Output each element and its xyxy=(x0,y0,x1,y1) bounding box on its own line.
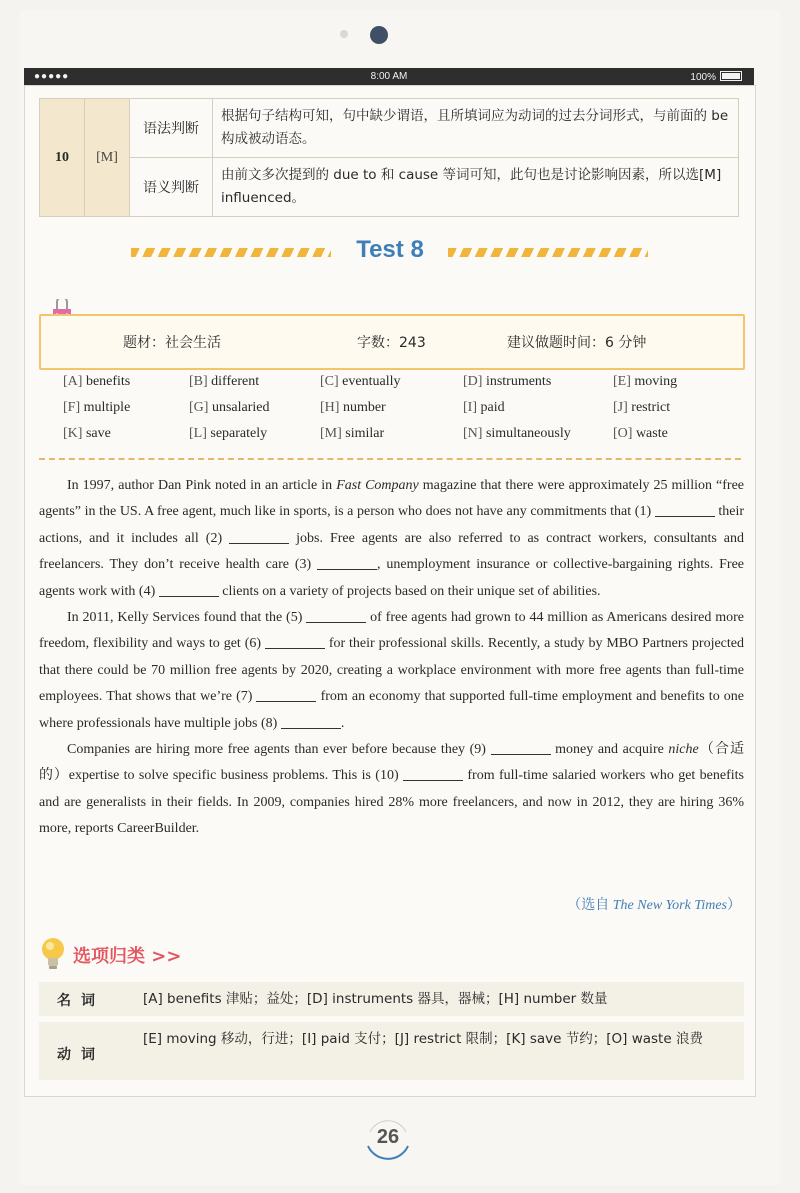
question-number: 10 xyxy=(40,99,85,217)
option-item[interactable]: [G] unsalaried xyxy=(189,400,270,415)
analysis-explanation: 根据句子结构可知，句中缺少谓语，且所填词应为动词的过去分词形式，与前面的 be 构成被动语态。 xyxy=(213,99,739,158)
paragraph: In 1997, author Dan Pink noted in an article in Fast Company magazine that there were approximately 25 million “free agents” in the US. A free agent, much like in sports, is a person who does not have any commitments that (1) their actions, and it includes all (2) jobs. Free agents are also referred to as contract workers, consultants and freelancers. They don’t receive health care (3) , unemployment insurance or collective-bargaining rights. Free agents work with (4) clients on a variety of projects based on their unique set of abilities. xyxy=(39,478,745,599)
source-citation: （选自 The New York Times） xyxy=(567,898,741,913)
suggested-time: 建议做题时间：6 分钟 xyxy=(507,335,647,351)
page-number-badge xyxy=(360,1110,416,1166)
option-item[interactable]: [M] similar xyxy=(320,426,385,441)
blank-3[interactable] xyxy=(317,555,377,570)
classification-label: 名词 xyxy=(57,993,105,1009)
answer-key: [M] xyxy=(85,99,130,217)
option-item[interactable]: [K] save xyxy=(63,426,111,441)
analysis-category: 语法判断 xyxy=(130,99,213,158)
battery-percent: 100% xyxy=(690,72,716,83)
blank-10[interactable] xyxy=(403,766,463,781)
option-item[interactable]: [H] number xyxy=(320,400,386,415)
blank-8[interactable] xyxy=(281,714,341,729)
battery-indicator xyxy=(690,71,742,83)
option-item[interactable]: [E] moving xyxy=(613,374,678,389)
analysis-category: 语义判断 xyxy=(130,158,213,217)
battery-icon xyxy=(720,71,742,81)
divider xyxy=(39,458,741,460)
classification-text: [E] moving 移动，行进；[I] paid 支付；[J] restrict 限制；[K] save 节约；[O] waste 浪费 xyxy=(143,1031,703,1047)
paragraph: In 2011, Kelly Services found that the (5) of free agents had grown to 44 million as Americans desired more freedom, flexibility and ways to get (6) for their professional skills. Recently, a study by MBO Partners projected that there could be 70 million free agents by 2020, creating a workplace environment with more free agents than full-time employees. That shows that we’re (7) from an economy that supported full-time employment and benefits to one where professionals have multiple jobs (8) . xyxy=(39,610,744,731)
lightbulb-icon xyxy=(39,936,69,972)
analysis-table xyxy=(39,98,739,217)
test-info-box xyxy=(39,314,745,370)
option-item[interactable]: [O] waste xyxy=(613,426,668,441)
blank-4[interactable] xyxy=(159,582,219,597)
blank-5[interactable] xyxy=(306,608,366,623)
word-count: 字数：243 xyxy=(357,335,426,351)
classification-title: 选项归类 >> xyxy=(73,946,182,967)
blank-1[interactable] xyxy=(655,502,715,517)
option-item[interactable]: [I] paid xyxy=(463,400,505,415)
signal-icon: ●●●●● xyxy=(34,71,70,82)
option-item[interactable]: [F] multiple xyxy=(63,400,131,415)
blank-2[interactable] xyxy=(229,529,289,544)
classification-label: 动词 xyxy=(57,1047,105,1063)
option-item[interactable]: [N] simultaneously xyxy=(463,426,571,441)
topic-label: 题材：社会生活 xyxy=(123,335,221,351)
classification-row-verb xyxy=(39,1022,744,1080)
clock: 8:00 AM xyxy=(370,71,408,82)
test-title: Test 8 xyxy=(356,236,424,263)
classification-text: [A] benefits 津贴；益处；[D] instruments 器具，器械；[H] number 数量 xyxy=(143,991,608,1007)
reading-passage xyxy=(39,473,744,843)
blank-7[interactable] xyxy=(256,687,316,702)
status-bar xyxy=(24,68,754,85)
blank-9[interactable] xyxy=(491,740,551,755)
test-heading xyxy=(25,234,755,274)
classification-row-noun xyxy=(39,982,744,1016)
sensor-dot xyxy=(340,30,348,38)
option-item[interactable]: [L] separately xyxy=(189,426,268,441)
option-item[interactable]: [J] restrict xyxy=(613,400,671,415)
option-item[interactable]: [B] different xyxy=(189,374,260,389)
decorative-stripes xyxy=(448,248,648,257)
option-item[interactable]: [D] instruments xyxy=(463,374,552,389)
option-item[interactable]: [A] benefits xyxy=(63,374,131,389)
paragraph: Companies are hiring more free agents than ever before because they (9) money and acquire niche（合适的）expertise to solve specific business problems. This is (10) from full-time salaried workers who get benefits and are generalists in their fields. In 2009, companies hired 28% more freelancers, and now in 2012, they are hiring 36% more, reports CareerBuilder. xyxy=(39,742,745,837)
blank-6[interactable] xyxy=(265,634,325,649)
option-item[interactable]: [C] eventually xyxy=(320,374,401,389)
analysis-explanation: 由前文多次提到的 due to 和 cause 等词可知，此句也是讨论影响因素，所以选[M] influenced。 xyxy=(213,158,739,217)
camera-icon xyxy=(370,26,388,44)
page-content[interactable] xyxy=(24,85,756,1097)
page-number: 26 xyxy=(376,1126,400,1148)
